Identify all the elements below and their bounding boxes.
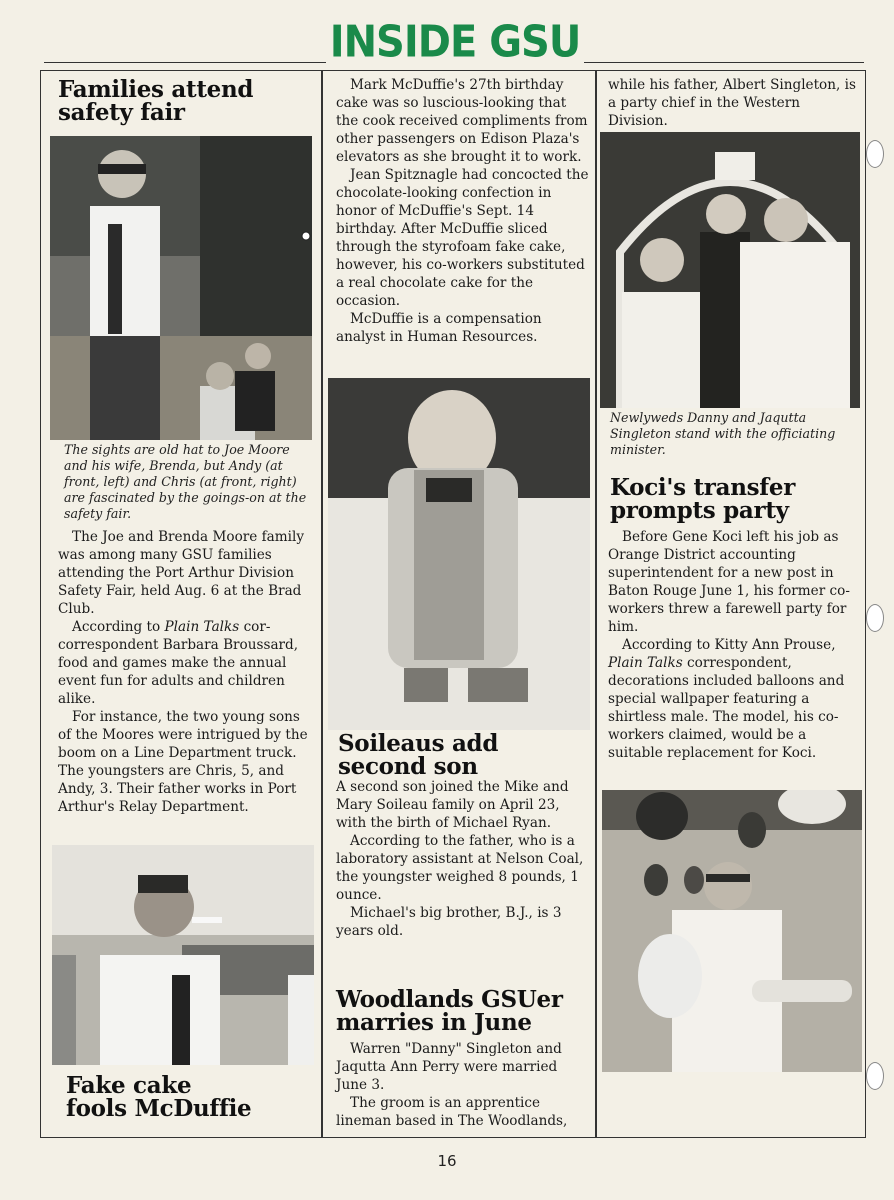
article-body-soileaus [336,778,590,940]
paragraph: According to the father, who is a laboratory assistant at Nelson Coal, the youngster weighed 8 pounds, 1 ounce. [336,833,584,903]
article-body-koci [608,528,862,762]
party-balloons-photo [602,790,862,1072]
headline-safety-fair [58,78,253,124]
publication-name: Plain Talks [608,655,683,671]
headline-fake-cake [66,1074,251,1120]
article-body-safety-fair [58,528,314,816]
headline-line: prompts party [610,497,789,524]
paragraph: Before Gene Koci left his job as Orange District accounting superintendent for a new post in Baton Rouge June 1, his former co-workers threw a farewell party for him. [608,529,850,635]
masthead-rule-right [584,62,864,63]
paragraph: Michael's big brother, B.J., is 3 years old. [336,905,562,939]
headline-soileaus [338,732,498,778]
headline-koci [610,476,795,522]
headline-line: safety fair [58,99,185,126]
binder-hole [866,604,884,632]
wedding-couple-photo [600,132,860,408]
photo-caption: Newlyweds Danny and Jaqutta Singleton stand with the officiating minister. [610,410,836,457]
headline-line: marries in June [336,1009,532,1036]
text: correspondent Barbara Broussard, food and games make the annual event fun for adults and children alike. [58,637,299,707]
headline-line: fools McDuffie [66,1095,252,1122]
column-divider [595,70,597,1138]
family-safety-fair-photo [50,136,312,440]
paragraph: McDuffie is a compensation analyst in Human Resources. [336,311,542,345]
text: According to [72,619,161,635]
baby-in-overalls-photo [328,378,590,730]
paragraph: The groom is an apprentice lineman based in The Woodlands, [336,1095,568,1129]
column-2 [328,70,590,1138]
paragraph: while his father, Albert Singleton, is a party chief in the Western Division. [608,77,856,129]
column-3 [600,70,862,1138]
paragraph: Warren "Danny" Singleton and Jaqutta Ann Perry were married June 3. [336,1041,562,1093]
paragraph [58,618,314,708]
column-1 [50,70,314,1138]
text: correspondent, decorations included balloons and special wallpaper featuring a shirtless male. The model, his co-workers claimed, would be a suitable replacement for Koci. [608,655,845,761]
paragraph: Mark McDuffie's 27th birthday cake was so luscious-looking that the cook received compliments from other passengers on Edison Plaza's elevators as she brought it to work. [336,77,588,165]
headline-line: Koci's transfer [610,474,796,501]
masthead-rule-left [44,62,326,63]
page-number: 16 [437,1152,457,1170]
binder-hole [866,140,884,168]
mcduffie-eating-cake-photo [52,845,314,1065]
text: According to Kitty Ann Prouse, [622,637,836,653]
headline-line: Woodlands GSUer [336,986,563,1013]
article-body-fake-cake [336,76,590,346]
headline-line: second son [338,753,478,780]
paragraph: A second son joined the Mike and Mary Soileau family on April 23, with the birth of Michael Ryan. [336,779,569,831]
headline-line: Soileaus add [338,730,499,757]
masthead [0,18,894,66]
headline-line: Fake cake [66,1072,192,1099]
photo-caption: The sights are old hat to Joe Moore and his wife, Brenda, but Andy (at front, left) and Chris (at front, right) are fascinated by the goings-on at the safety fair. [64,442,307,521]
text: cor- [243,619,271,635]
paragraph: For instance, the two young sons of the Moores were intrigued by the boom on a Line Department truck. The youngsters are Chris, 5, and Andy, 3. Their father works in Port Arthur's Relay Department. [58,709,308,815]
paragraph [608,636,862,762]
article-body-woodlands [336,1040,590,1130]
paragraph: The Joe and Brenda Moore family was among many GSU families attending the Port Arthur Division Safety Fair, held Aug. 6 at the Brad Club. [58,529,305,617]
publication-name: Plain Talks [164,619,240,635]
headline-woodlands [336,988,563,1034]
column-divider [321,70,323,1138]
paragraph: Jean Spitznagle had concocted the chocolate-looking confection in honor of McDuffie's Sept. 14 birthday. After McDuffie sliced through the styrofoam fake cake, however, his co-workers substituted a real chocolate cake for the occasion. [336,167,589,309]
headline-line: Families attend [58,76,254,103]
masthead-title: INSIDE GSU [329,16,581,68]
binder-hole [866,1062,884,1090]
